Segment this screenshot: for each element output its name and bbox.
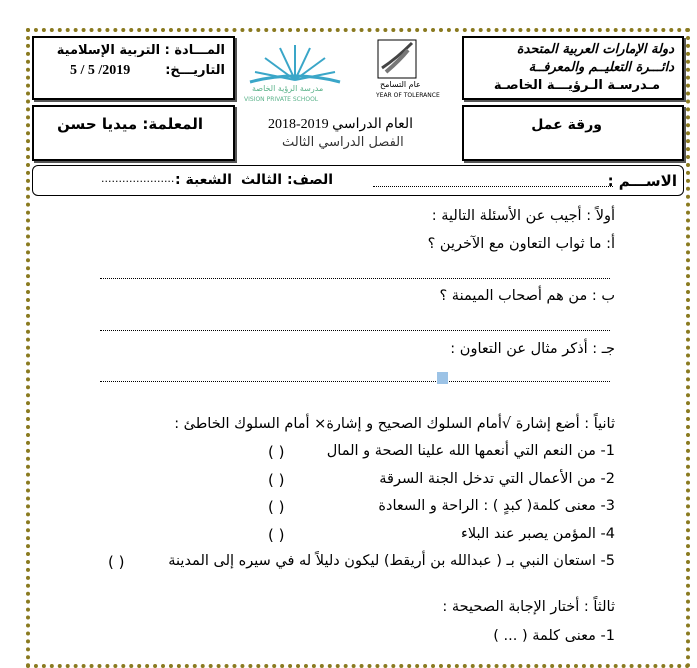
logo-tolerance-en: YEAR OF TOLERANCE bbox=[376, 92, 440, 99]
answer-bracket-2[interactable]: ( ) bbox=[268, 471, 285, 489]
teacher-box bbox=[32, 105, 235, 161]
logo-school-ar: مدرسة الرؤية الخاصة bbox=[252, 84, 324, 93]
tf-item-2: 2- من الأعمال التي تدخل الجنة السرقة bbox=[379, 471, 615, 487]
logo-tolerance-ar: عام التسامح bbox=[380, 80, 421, 89]
question-c: جـ : أذكر مثال عن التعاون : bbox=[450, 341, 615, 357]
section-label: الشعبة : bbox=[175, 172, 232, 188]
answer-bracket-3[interactable]: ( ) bbox=[268, 498, 285, 516]
answer-bracket-4[interactable]: ( ) bbox=[268, 526, 285, 544]
answer-b-field[interactable] bbox=[100, 330, 610, 331]
answer-bracket-5[interactable]: ( ) bbox=[108, 553, 125, 571]
country-name: دولة الإمارات العربية المتحدة bbox=[516, 42, 674, 57]
section-field[interactable]: ..................... bbox=[101, 172, 175, 185]
name-label: الاســـم : bbox=[607, 172, 677, 190]
answer-a-field[interactable] bbox=[100, 278, 610, 279]
tf-item-3: 3- معنى كلمة( كبدٍ ) : الراحة و السعادة bbox=[378, 498, 615, 514]
cursor-highlight bbox=[437, 372, 448, 384]
question-a: أ: ما ثواب التعاون مع الآخرين ؟ bbox=[427, 236, 615, 252]
date-label: التاريـــخ: bbox=[165, 63, 225, 78]
question-b: ب : من هم أصحاب الميمنة ؟ bbox=[439, 288, 615, 304]
subject-label: المـــادة : التربية الإسلامية bbox=[56, 43, 225, 58]
section2-title: ثانياً : أضع إشارة √أمام السلوك الصحيح و إشارة× أمام السلوك الخاطئ : bbox=[174, 416, 615, 432]
answer-c-field[interactable] bbox=[100, 381, 610, 382]
logo-school-en: VISION PRIVATE SCHOOL bbox=[244, 96, 319, 103]
worksheet-box bbox=[462, 105, 684, 161]
tolerance-logo bbox=[372, 38, 442, 103]
school-name: مـدرسـة الـرؤيـــة الخاصـة bbox=[493, 78, 660, 93]
worksheet-title: ورقة عمل bbox=[531, 117, 602, 133]
tf-item-4: 4- المؤمن يصبر عند البلاء bbox=[461, 526, 615, 542]
answer-bracket-1[interactable]: ( ) bbox=[268, 443, 285, 461]
section3-title: ثالثاً : أختار الإجابة الصحيحة : bbox=[442, 599, 615, 615]
name-field[interactable] bbox=[373, 186, 613, 187]
mcq-item-1: 1- معنى كلمة ( ... ) bbox=[493, 628, 615, 644]
school-info-box bbox=[462, 36, 684, 100]
section1-title: أولاً : أجيب عن الأسئلة التالية : bbox=[431, 208, 615, 224]
tf-item-1: 1- من النعم التي أنعمها الله علينا الصحة و المال bbox=[326, 443, 615, 459]
academic-year: العام الدراسي 2019-2018 bbox=[268, 117, 414, 132]
vision-logo bbox=[240, 40, 350, 105]
date-value: 5 / 5 /2019 bbox=[70, 63, 131, 78]
tf-item-5: 5- استعان النبي بـ ( عبدالله بن أريقط) ليكون دليلاً له في سيره إلى المدينة bbox=[168, 553, 615, 569]
class-label: الصف: الثالث bbox=[241, 172, 334, 188]
subject-box bbox=[32, 36, 235, 100]
teacher-name: المعلمة: ميديا حسن bbox=[57, 115, 203, 133]
department-name: دائـــرة التعليــم والمعرفــة bbox=[528, 60, 674, 75]
term: الفصل الدراسي الثالث bbox=[282, 135, 404, 150]
student-info-row bbox=[32, 165, 684, 196]
